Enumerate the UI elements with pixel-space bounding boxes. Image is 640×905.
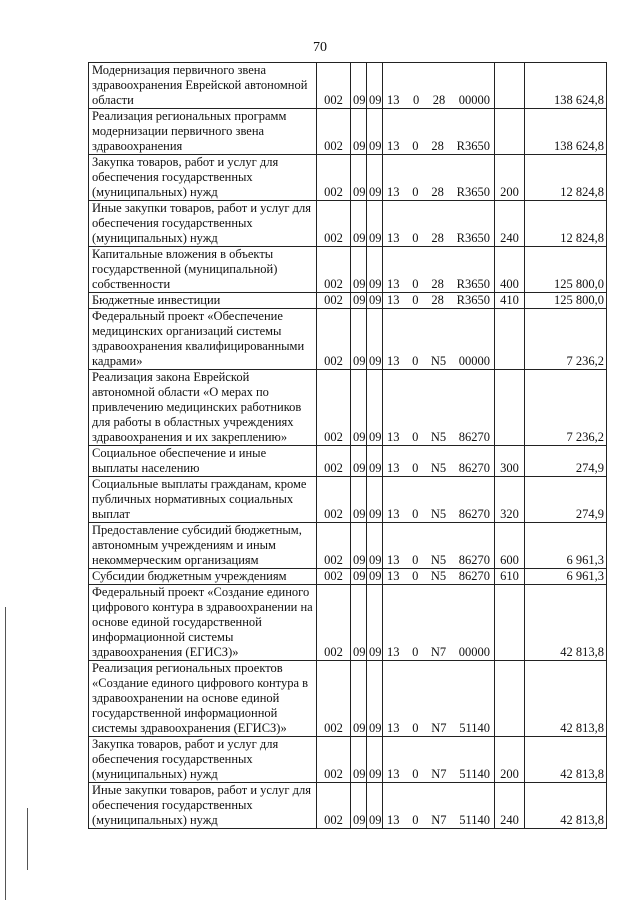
target-article-parts — [385, 430, 492, 445]
amount: 42 813,8 — [525, 661, 607, 737]
subsection-code: 09 — [367, 309, 383, 370]
org-code: 002 — [317, 585, 351, 661]
section-code: 09 — [351, 63, 367, 109]
target-article-part: R3650 — [456, 185, 490, 199]
subsection-code: 09 — [367, 661, 383, 737]
target-article-part: N5 — [430, 430, 447, 444]
amount: 125 800,0 — [525, 247, 607, 293]
target-article-part: 28 — [431, 277, 444, 291]
amount: 7 236,2 — [525, 370, 607, 446]
org-code: 002 — [317, 783, 351, 829]
target-article-part: R3650 — [456, 293, 490, 307]
section-code: 09 — [351, 247, 367, 293]
amount: 7 236,2 — [525, 309, 607, 370]
org-code: 002 — [317, 247, 351, 293]
table-row — [89, 569, 607, 585]
expense-name: Федеральный проект «Создание единого цифрового контура в здравоохранении на основе единой государственной информационной системы здравоохранения (ЕГИСЗ)» — [89, 585, 317, 661]
target-article-parts — [385, 553, 492, 568]
section-code: 09 — [351, 293, 367, 309]
target-article-part: 86270 — [458, 569, 490, 583]
target-article-code — [383, 201, 495, 247]
section-code: 09 — [351, 477, 367, 523]
expense-type-code: 200 — [495, 155, 525, 201]
target-article-parts — [385, 507, 492, 522]
target-article-part: 00000 — [458, 354, 490, 368]
section-code: 09 — [351, 523, 367, 569]
target-article-part: 0 — [412, 231, 419, 245]
amount: 274,9 — [525, 446, 607, 477]
target-article-part: N5 — [430, 553, 447, 567]
target-article-part: 0 — [413, 93, 420, 107]
expense-type-code — [495, 309, 525, 370]
target-article-part: 28 — [432, 93, 446, 107]
target-article-part: 51140 — [459, 813, 490, 827]
target-article-code — [383, 155, 495, 201]
expense-name: Капитальные вложения в объекты государственной (муниципальной) собственности — [89, 247, 317, 293]
target-article-part: 51140 — [459, 767, 490, 781]
target-article-part: 00000 — [458, 93, 490, 107]
amount: 125 800,0 — [525, 293, 607, 309]
target-article-part: 28 — [431, 185, 444, 199]
target-article-part: 0 — [412, 461, 419, 475]
target-article-part: 0 — [412, 354, 419, 368]
subsection-code: 09 — [367, 293, 383, 309]
target-article-part: 13 — [387, 430, 400, 444]
target-article-part: 13 — [387, 569, 400, 583]
expense-type-code: 240 — [495, 201, 525, 247]
target-article-code — [383, 477, 495, 523]
org-code: 002 — [317, 737, 351, 783]
target-article-part: 28 — [431, 293, 444, 307]
target-article-part: 0 — [412, 553, 419, 567]
target-article-part: N7 — [431, 767, 447, 781]
target-article-code — [383, 585, 495, 661]
page-number: 70 — [313, 40, 327, 55]
expense-name: Федеральный проект «Обеспечение медицинских организаций системы здравоохранения квалифицированными кадрами» — [89, 309, 317, 370]
target-article-parts — [385, 185, 492, 200]
subsection-code: 09 — [367, 247, 383, 293]
table-row — [89, 309, 607, 370]
org-code: 002 — [317, 569, 351, 585]
section-code: 09 — [351, 783, 367, 829]
table-row — [89, 737, 607, 783]
target-article-part: 13 — [387, 93, 400, 107]
target-article-part: 28 — [431, 139, 444, 153]
section-code: 09 — [351, 446, 367, 477]
target-article-part: R3650 — [456, 231, 490, 245]
budget-table — [88, 62, 607, 829]
subsection-code: 09 — [367, 155, 383, 201]
expense-name: Бюджетные инвестиции — [89, 293, 317, 309]
target-article-part: 86270 — [458, 430, 490, 444]
expense-type-code: 200 — [495, 737, 525, 783]
table-row — [89, 523, 607, 569]
org-code: 002 — [317, 155, 351, 201]
target-article-part: N7 — [430, 645, 447, 659]
amount: 6 961,3 — [525, 569, 607, 585]
expense-type-code: 320 — [495, 477, 525, 523]
subsection-code: 09 — [367, 783, 383, 829]
table-row — [89, 109, 607, 155]
expense-name: Реализация закона Еврейской автономной области «О мерах по привлечению медицинских работников для работы в областных учреждениях здравоохранения и их закреплению» — [89, 370, 317, 446]
expense-name: Закупка товаров, работ и услуг для обеспечения государственных (муниципальных) нужд — [89, 737, 317, 783]
section-code: 09 — [351, 201, 367, 247]
target-article-part: 86270 — [458, 553, 490, 567]
target-article-parts — [385, 569, 492, 584]
expense-name: Модернизация первичного звена здравоохранения Еврейской автономной области — [89, 63, 317, 109]
expense-name: Закупка товаров, работ и услуг для обеспечения государственных (муниципальных) нужд — [89, 155, 317, 201]
expense-name: Иные закупки товаров, работ и услуг для обеспечения государственных (муниципальных) нужд — [89, 783, 317, 829]
target-article-code — [383, 737, 495, 783]
amount: 274,9 — [525, 477, 607, 523]
expense-type-code: 400 — [495, 247, 525, 293]
section-code: 09 — [351, 737, 367, 783]
table-row — [89, 661, 607, 737]
target-article-parts — [385, 721, 492, 736]
table-row — [89, 155, 607, 201]
target-article-part: 86270 — [458, 507, 490, 521]
target-article-part: 0 — [412, 767, 419, 781]
target-article-code — [383, 370, 495, 446]
expense-type-code: 300 — [495, 446, 525, 477]
org-code: 002 — [317, 201, 351, 247]
target-article-part: 0 — [412, 293, 419, 307]
subsection-code: 09 — [367, 446, 383, 477]
target-article-code — [383, 293, 495, 309]
amount: 42 813,8 — [525, 585, 607, 661]
target-article-parts — [385, 293, 492, 308]
target-article-part: 13 — [387, 767, 400, 781]
target-article-code — [383, 783, 495, 829]
table-row — [89, 585, 607, 661]
target-article-part: 0 — [412, 813, 419, 827]
table-row — [89, 370, 607, 446]
scan-margin-line — [5, 607, 6, 900]
section-code: 09 — [351, 155, 367, 201]
amount: 6 961,3 — [525, 523, 607, 569]
expense-name: Предоставление субсидий бюджетным, автономным учреждениям и иным некоммерческим организациям — [89, 523, 317, 569]
expense-type-code — [495, 63, 525, 109]
expense-type-code: 610 — [495, 569, 525, 585]
org-code: 002 — [317, 309, 351, 370]
amount: 42 813,8 — [525, 737, 607, 783]
org-code: 002 — [317, 446, 351, 477]
org-code: 002 — [317, 661, 351, 737]
table-row — [89, 201, 607, 247]
expense-type-code: 410 — [495, 293, 525, 309]
target-article-part: 13 — [387, 277, 400, 291]
target-article-part: 13 — [387, 813, 400, 827]
amount: 138 624,8 — [525, 63, 607, 109]
target-article-part: N5 — [430, 569, 447, 583]
target-article-part: 13 — [387, 185, 400, 199]
target-article-code — [383, 523, 495, 569]
target-article-part: 13 — [387, 354, 400, 368]
target-article-part: N5 — [430, 461, 447, 475]
subsection-code: 09 — [367, 477, 383, 523]
target-article-part: 0 — [412, 277, 419, 291]
expense-type-code — [495, 109, 525, 155]
target-article-part: R3650 — [456, 139, 490, 153]
subsection-code: 09 — [367, 585, 383, 661]
target-article-code — [383, 247, 495, 293]
amount: 138 624,8 — [525, 109, 607, 155]
target-article-parts — [385, 231, 492, 246]
target-article-part: N5 — [430, 507, 447, 521]
target-article-part: 0 — [412, 721, 419, 735]
target-article-part: 13 — [387, 721, 400, 735]
subsection-code: 09 — [367, 201, 383, 247]
target-article-part: 13 — [387, 231, 400, 245]
target-article-part: 0 — [412, 507, 419, 521]
target-article-parts — [385, 93, 492, 108]
target-article-part: 13 — [387, 461, 400, 475]
target-article-code — [383, 661, 495, 737]
subsection-code: 09 — [367, 523, 383, 569]
expense-type-code — [495, 585, 525, 661]
expense-name: Социальные выплаты гражданам, кроме публичных нормативных социальных выплат — [89, 477, 317, 523]
target-article-code — [383, 63, 495, 109]
table-row — [89, 446, 607, 477]
expense-name: Реализация региональных проектов «Создание единого цифрового контура в здравоохранении на основе единой государственной информационной системы здравоохранения (ЕГИСЗ)» — [89, 661, 317, 737]
expense-type-code: 600 — [495, 523, 525, 569]
target-article-code — [383, 446, 495, 477]
section-code: 09 — [351, 585, 367, 661]
target-article-part: 0 — [412, 185, 419, 199]
subsection-code: 09 — [367, 370, 383, 446]
target-article-code — [383, 569, 495, 585]
org-code: 002 — [317, 523, 351, 569]
target-article-part: R3650 — [456, 277, 490, 291]
org-code: 002 — [317, 370, 351, 446]
amount: 12 824,8 — [525, 201, 607, 247]
target-article-part: 13 — [387, 645, 400, 659]
target-article-parts — [385, 767, 492, 782]
target-article-part: 13 — [387, 553, 400, 567]
table-row — [89, 293, 607, 309]
expense-type-code — [495, 661, 525, 737]
subsection-code: 09 — [367, 109, 383, 155]
target-article-part: 0 — [412, 139, 419, 153]
org-code: 002 — [317, 293, 351, 309]
target-article-parts — [385, 813, 492, 828]
section-code: 09 — [351, 569, 367, 585]
target-article-part: 0 — [412, 430, 419, 444]
org-code: 002 — [317, 109, 351, 155]
target-article-part: 0 — [412, 569, 419, 583]
amount: 42 813,8 — [525, 783, 607, 829]
target-article-code — [383, 309, 495, 370]
target-article-part: 0 — [412, 645, 419, 659]
target-article-parts — [385, 354, 492, 369]
section-code: 09 — [351, 370, 367, 446]
budget-table-body — [89, 63, 607, 829]
expense-name: Социальное обеспечение и иные выплаты населению — [89, 446, 317, 477]
target-article-parts — [385, 461, 492, 476]
amount: 12 824,8 — [525, 155, 607, 201]
section-code: 09 — [351, 661, 367, 737]
target-article-part: 00000 — [458, 645, 490, 659]
target-article-code — [383, 109, 495, 155]
expense-type-code: 240 — [495, 783, 525, 829]
target-article-part: 51140 — [459, 721, 490, 735]
org-code: 002 — [317, 63, 351, 109]
subsection-code: 09 — [367, 737, 383, 783]
target-article-part: N7 — [431, 813, 447, 827]
table-row — [89, 63, 607, 109]
org-code: 002 — [317, 477, 351, 523]
table-row — [89, 477, 607, 523]
target-article-parts — [385, 139, 492, 154]
subsection-code: 09 — [367, 569, 383, 585]
table-row — [89, 247, 607, 293]
target-article-part: 86270 — [458, 461, 490, 475]
target-article-part: N5 — [430, 354, 447, 368]
section-code: 09 — [351, 309, 367, 370]
expense-name: Субсидии бюджетным учреждениям — [89, 569, 317, 585]
target-article-part: 28 — [431, 231, 444, 245]
target-article-part: 13 — [387, 293, 400, 307]
scan-margin-line — [27, 808, 28, 870]
expense-name: Реализация региональных программ модернизации первичного звена здравоохранения — [89, 109, 317, 155]
expense-type-code — [495, 370, 525, 446]
subsection-code: 09 — [367, 63, 383, 109]
target-article-part: 13 — [387, 507, 400, 521]
expense-name: Иные закупки товаров, работ и услуг для обеспечения государственных (муниципальных) нужд — [89, 201, 317, 247]
section-code: 09 — [351, 109, 367, 155]
table-row — [89, 783, 607, 829]
target-article-parts — [385, 645, 492, 660]
target-article-part: N7 — [431, 721, 447, 735]
target-article-parts — [385, 277, 492, 292]
target-article-part: 13 — [387, 139, 400, 153]
